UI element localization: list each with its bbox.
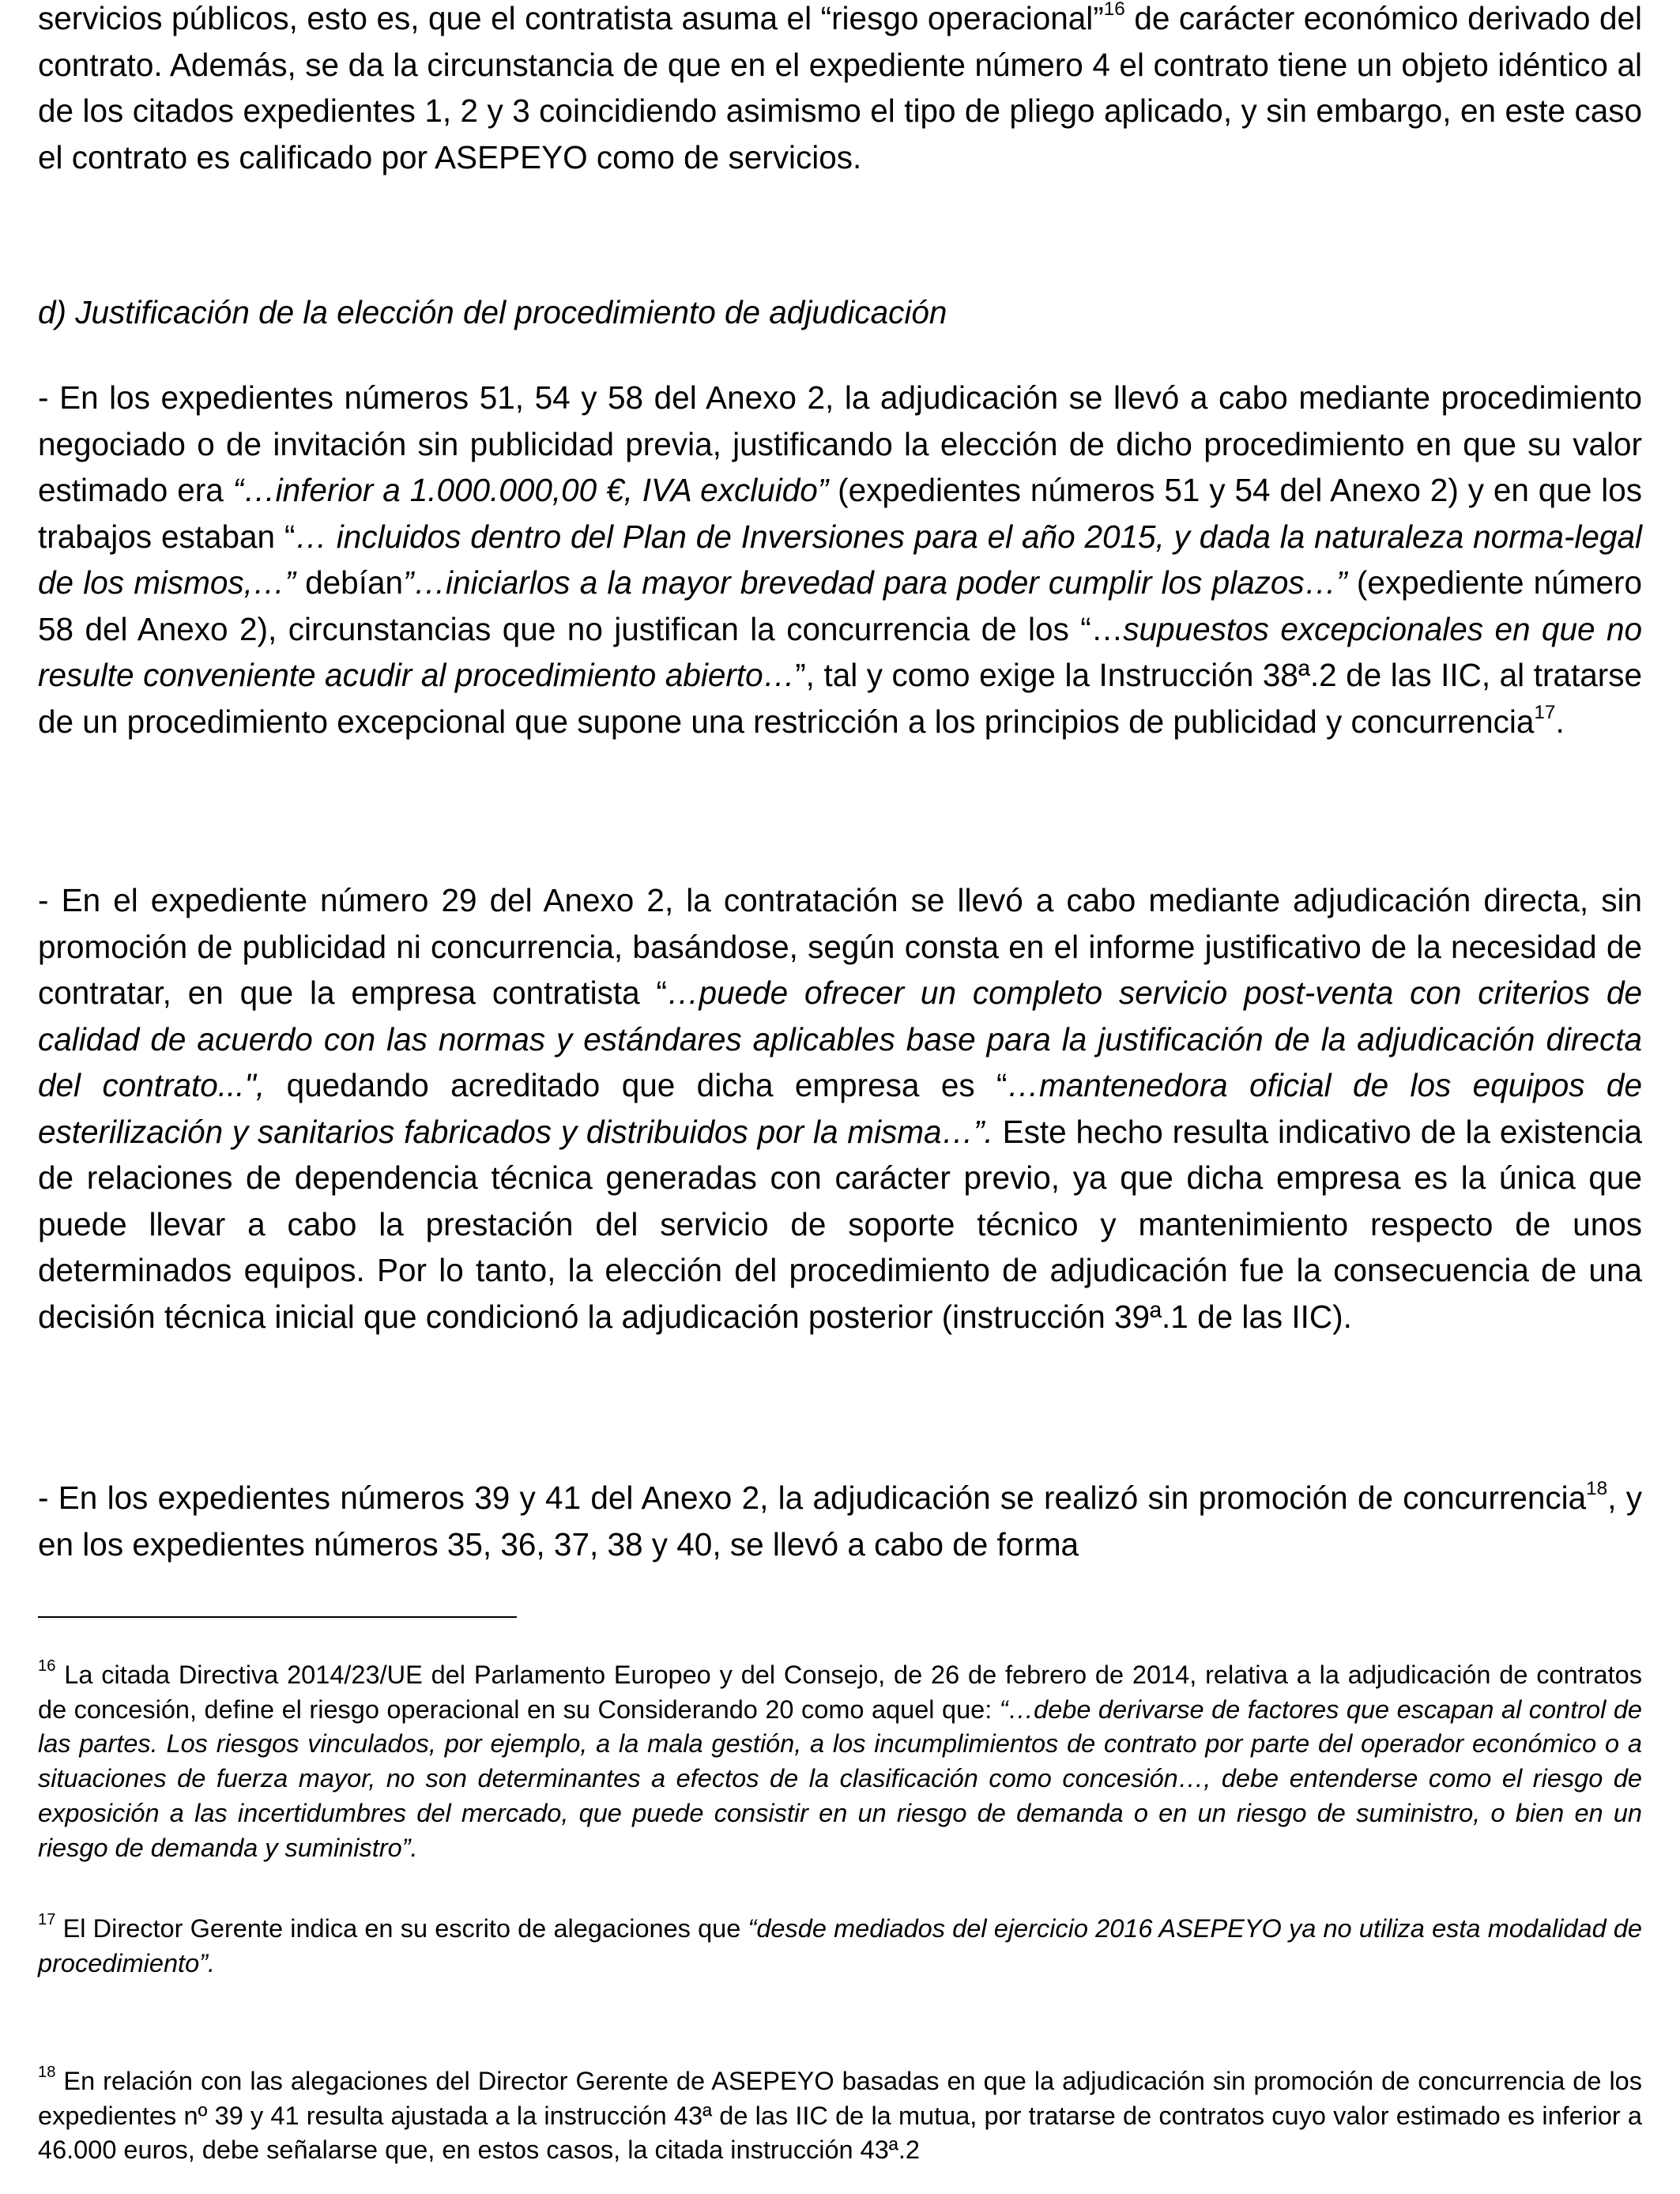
quoted-italic-text: “…inferior a 1.000.000,00 €, IVA excluido” [232, 472, 829, 508]
footnote-ref: 18 [1586, 1477, 1608, 1499]
paragraph-expedientes-51-54-58 [38, 375, 1642, 745]
quoted-italic-text: “…debe derivarse de factores que escapan al control de las partes. Los riesgos vinculados, por ejemplo, a la mala gestión, a los incumplimientos de contrato por parte del operador económico o a situaciones de fuerza mayor, no son determinantes a efectos de la clasificación como concesión…, debe entenderse como el riesgo de exposición a las incertidumbres del mercado, que puede consistir en un riesgo de demanda o en un riesgo de suministro, o bien en un riesgo de demanda y suministro”. [38, 1695, 1643, 1862]
quoted-italic-text: …puede ofrecer un completo servicio post-venta con criterios de calidad de acuerdo con las normas y estándares aplicables base para la justificación de la adjudicación directa del contrato...", [38, 974, 1642, 1103]
text-run: ”, tal y como exige la Instrucción 38ª.2 de las IIC, al tratarse de un procedimiento excepcional que supone una restricción a los principios de publicidad y concurrencia [38, 657, 1642, 740]
footnote-ref: 17 [38, 1910, 56, 1928]
text-run: La citada Directiva 2014/23/UE del Parlamento Europeo y del Consejo, de 26 de febrero de 2014, relativa a la adjudicación de contratos de concesión, define el riesgo operacional en su Considerando 20 como aquel que: [38, 1661, 1642, 1724]
quoted-italic-text: … incluidos dentro del Plan de Inversiones para el año 2015, y dada la naturaleza norma-legal de los mismos,…” [38, 518, 1642, 601]
footnote-separator [38, 1616, 517, 1618]
text-run: . [1555, 703, 1565, 740]
text-run: , y en los expedientes números 35, 36, 37, 38 y 40, se llevó a cabo de forma [38, 1480, 1642, 1563]
section-heading: d) Justificación de la elección del procedimiento de adjudicación [38, 294, 947, 330]
text-run: Este hecho resulta indicativo de la existencia de relaciones de dependencia técnica generadas con carácter previo, ya que dicha empresa es la única que puede llevar a cabo la prestación del servicio de soporte técnico y mantenimiento respecto de unos determinados equipos. Por lo tanto, la elección del procedimiento de adjudicación fue la consecuencia de una decisión técnica inicial que condicionó la adjudicación posterior (instrucción 39ª.1 de las IIC). [38, 1113, 1643, 1335]
quoted-italic-text: …mantenedora oficial de los equipos de esterilización y sanitarios fabricados y distribuidos por la misma…”. [38, 1067, 1642, 1150]
footnote-ref: 17 [1534, 701, 1556, 723]
footnote-18 [38, 2064, 1642, 2168]
paragraph-riesgo-operacional [38, 0, 1642, 180]
text-run: de carácter económico derivado del contrato. Además, se da la circunstancia de que en el expediente número 4 el contrato tiene un objeto idéntico al de los citados expedientes 1, 2 y 3 coincidiendo asimismo el tipo de pliego aplicado, y sin embargo, en este caso el contrato es calificado por ASEPEYO como de servicios. [38, 0, 1643, 175]
text-run: - En el expediente número 29 del Anexo 2, la contratación se llevó a cabo mediante adjudicación directa, sin promoción de publicidad ni concurrencia, basándose, según consta en el informe justificativo de la necesidad de contratar, en que la empresa contratista “ [38, 882, 1642, 1011]
paragraph-expedientes-39-41 [38, 1475, 1642, 1567]
text-run: - En los expedientes números 39 y 41 del Anexo 2, la adjudicación se realizó sin promoción de concurrencia [38, 1480, 1587, 1516]
text-run: El Director Gerente indica en su escrito de alegaciones que [55, 1914, 748, 1943]
footnote-ref: 18 [38, 2063, 56, 2081]
text-run: quedando acreditado que dicha empresa es “ [265, 1067, 1008, 1103]
footnote-16 [38, 1658, 1642, 1865]
text-run: - En los expedientes números 51, 54 y 58 del Anexo 2, la adjudicación se llevó a cabo mediante procedimiento negociado o de invitación sin publicidad previa, justificando la elección de dicho procedimiento en que su valor estimado era [38, 379, 1642, 508]
text-run: (expediente número 58 del Anexo 2), circunstancias que no justifican la concurrencia de los “… [38, 564, 1643, 647]
footnote-ref: 16 [38, 1657, 56, 1675]
footnote-17 [38, 1912, 1642, 1981]
paragraph-expediente-29 [38, 877, 1642, 1340]
quoted-italic-text: “desde mediados del ejercicio 2016 ASEPEYO ya no utiliza esta modalidad de procedimiento”. [38, 1914, 1642, 1977]
text-run: servicios públicos, esto es, que el contratista asuma el “riesgo operacional” [38, 0, 1104, 36]
text-run: En relación con las alegaciones del Director Gerente de ASEPEYO basadas en que la adjudicación sin promoción de concurrencia de los expedientes nº 39 y 41 resulta ajustada a la instrucción 43ª de las IIC de la mutua, por tratarse de contratos cuyo valor estimado es inferior a 46.000 euros, debe señalarse que, en estos casos, la citada instrucción 43ª.2 [38, 2067, 1642, 2165]
text-run: (expedientes números 51 y 54 del Anexo 2) y en que los trabajos estaban “ [38, 472, 1642, 555]
text-run: debían [295, 564, 403, 601]
footnote-ref: 16 [1103, 0, 1125, 20]
quoted-italic-text: ”…iniciarlos a la mayor brevedad para poder cumplir los plazos…” [403, 564, 1347, 601]
quoted-italic-text: supuestos excepcionales en que no resulte conveniente acudir al procedimiento abierto… [38, 610, 1642, 693]
